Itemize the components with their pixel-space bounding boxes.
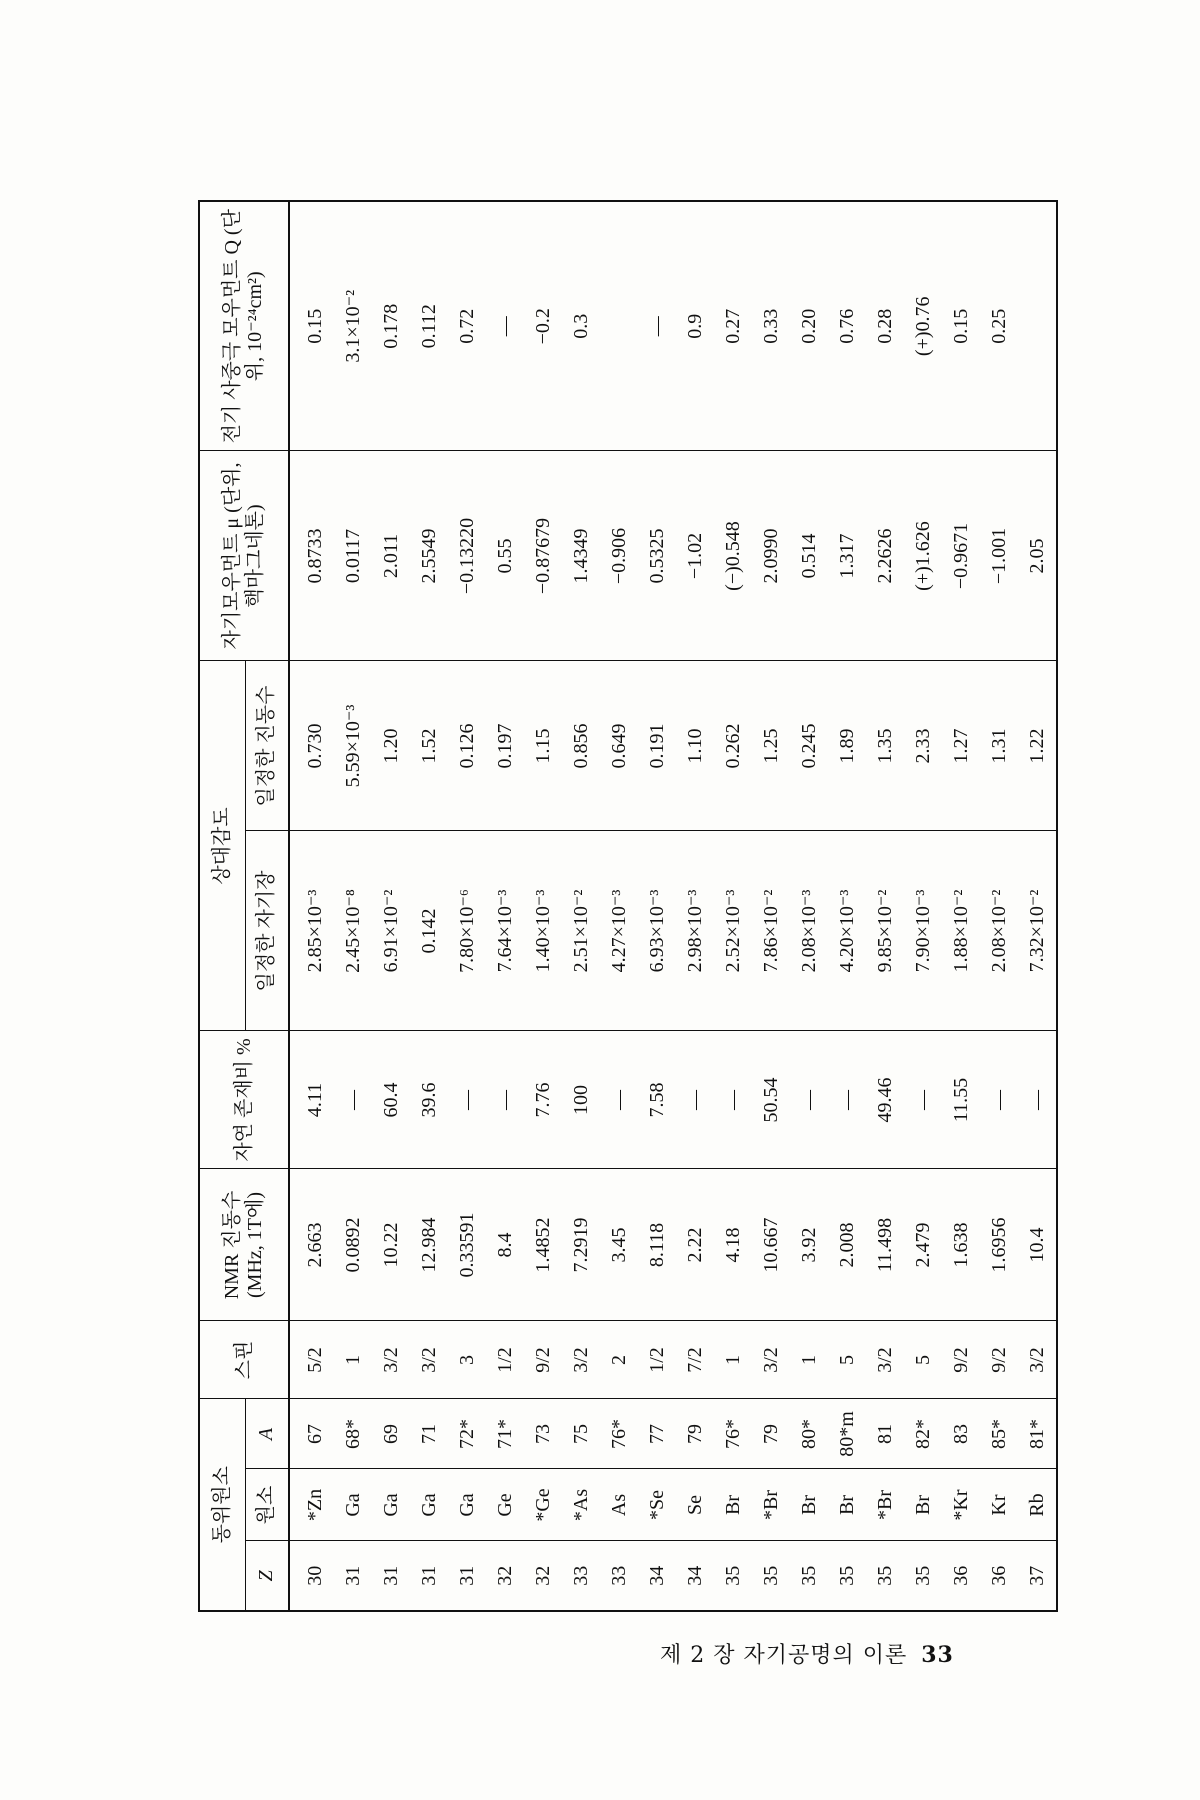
cell-a: 76* (600, 1399, 638, 1469)
cell-element: *Br (752, 1469, 790, 1541)
cell-nmr: 8.118 (638, 1169, 676, 1321)
cell-element: *Zn (289, 1469, 334, 1541)
cell-sens-freq: 0.197 (486, 661, 524, 831)
table-row (638, 201, 676, 1611)
cell-sens-field: 0.142 (410, 831, 448, 1031)
cell-spin: 1 (790, 1321, 828, 1399)
cell-abundance: — (980, 1031, 1018, 1169)
cell-abundance: 7.58 (638, 1031, 676, 1169)
cell-sens-field: 2.08×10⁻² (980, 831, 1018, 1031)
cell-sens-freq: 1.10 (676, 661, 714, 831)
cell-spin: 3/2 (372, 1321, 410, 1399)
cell-moment: (+)1.626 (904, 451, 942, 661)
cell-element: *As (562, 1469, 600, 1541)
cell-abundance: — (790, 1031, 828, 1169)
header-nmr-frequency: NMR 진동수 (MHz, 1T에) (199, 1169, 289, 1321)
cell-nmr: 1.4852 (524, 1169, 562, 1321)
cell-moment: 0.0117 (334, 451, 372, 661)
cell-z: 34 (646, 1565, 668, 1586)
cell-spin: 5 (828, 1321, 866, 1399)
cell-z: 36 (950, 1565, 972, 1586)
cell-abundance: — (714, 1031, 752, 1169)
cell-sens-field: 2.85×10⁻³ (289, 831, 334, 1031)
cell-sens-freq: 1.27 (942, 661, 980, 831)
cell-moment: (−)0.548 (714, 451, 752, 661)
cell-z: 31 (380, 1565, 402, 1586)
header-a: A (245, 1399, 289, 1469)
cell-nmr: 2.008 (828, 1169, 866, 1321)
cell-element: As (600, 1469, 638, 1541)
table-row (790, 201, 828, 1611)
cell-element: Kr (980, 1469, 1018, 1541)
cell-quadrupole: 0.20 (790, 201, 828, 451)
cell-quadrupole: (+)0.76 (904, 201, 942, 451)
cell-quadrupole: 0.76 (828, 201, 866, 451)
cell-abundance: 50.54 (752, 1031, 790, 1169)
table-row (714, 201, 752, 1611)
cell-moment: −0.13220 (448, 451, 486, 661)
cell-a: 68* (334, 1399, 372, 1469)
cell-element: Ga (410, 1469, 448, 1541)
cell-abundance: — (600, 1031, 638, 1169)
cell-a: 81 (866, 1399, 904, 1469)
cell-a: 85* (980, 1399, 1018, 1469)
cell-quadrupole (600, 201, 638, 451)
table-row (676, 201, 714, 1611)
cell-nmr: 8.4 (486, 1169, 524, 1321)
cell-spin: 3/2 (752, 1321, 790, 1399)
cell-abundance: 11.55 (942, 1031, 980, 1169)
header-sens-constant-frequency: 일정한 진동수 (245, 661, 289, 831)
cell-sens-freq: 2.33 (904, 661, 942, 831)
cell-a: 67 (289, 1399, 334, 1469)
cell-nmr: 10.667 (752, 1169, 790, 1321)
cell-nmr: 3.45 (600, 1169, 638, 1321)
cell-a: 82* (904, 1399, 942, 1469)
cell-spin: 2 (600, 1321, 638, 1399)
cell-abundance: 100 (562, 1031, 600, 1169)
cell-abundance: 39.6 (410, 1031, 448, 1169)
table-row (448, 201, 486, 1611)
cell-element: Se (676, 1469, 714, 1541)
cell-element: Br (904, 1469, 942, 1541)
cell-moment: 1.4349 (562, 451, 600, 661)
cell-sens-freq: 1.35 (866, 661, 904, 831)
cell-moment: 0.5325 (638, 451, 676, 661)
cell-z: 36 (988, 1565, 1010, 1586)
cell-quadrupole: 0.15 (942, 201, 980, 451)
table-row (600, 201, 638, 1611)
cell-sens-freq: 1.52 (410, 661, 448, 831)
cell-spin: 1 (714, 1321, 752, 1399)
cell-quadrupole: 0.15 (289, 201, 334, 451)
cell-element: *Ge (524, 1469, 562, 1541)
cell-sens-freq: 0.730 (289, 661, 334, 831)
cell-element: Ga (372, 1469, 410, 1541)
table-row (486, 201, 524, 1611)
cell-sens-field: 7.86×10⁻² (752, 831, 790, 1031)
cell-nmr: 10.22 (372, 1169, 410, 1321)
cell-sens-field: 9.85×10⁻² (866, 831, 904, 1031)
cell-spin: 3/2 (562, 1321, 600, 1399)
cell-spin: 1/2 (638, 1321, 676, 1399)
cell-sens-field: 2.51×10⁻² (562, 831, 600, 1031)
table-row (866, 201, 904, 1611)
cell-element: *Br (866, 1469, 904, 1541)
cell-quadrupole: 0.3 (562, 201, 600, 451)
cell-moment: 0.8733 (289, 451, 334, 661)
cell-quadrupole: 0.28 (866, 201, 904, 451)
header-relative-sensitivity: 상대감도 (199, 661, 245, 1031)
cell-spin: 9/2 (942, 1321, 980, 1399)
cell-a: 77 (638, 1399, 676, 1469)
cell-sens-freq: 0.649 (600, 661, 638, 831)
cell-sens-field: 2.45×10⁻⁸ (334, 831, 372, 1031)
cell-sens-freq: 0.245 (790, 661, 828, 831)
cell-nmr: 2.479 (904, 1169, 942, 1321)
cell-element: Ga (334, 1469, 372, 1541)
cell-moment: −1.02 (676, 451, 714, 661)
table-row (334, 201, 372, 1611)
cell-moment: −0.9671 (942, 451, 980, 661)
cell-quadrupole: 0.178 (372, 201, 410, 451)
cell-sens-freq: 0.126 (448, 661, 486, 831)
cell-a: 69 (372, 1399, 410, 1469)
cell-element: Ge (486, 1469, 524, 1541)
cell-z: 31 (342, 1565, 364, 1586)
cell-z: 33 (570, 1565, 592, 1586)
cell-sens-field: 6.93×10⁻³ (638, 831, 676, 1031)
cell-abundance: 7.76 (524, 1031, 562, 1169)
cell-sens-freq: 1.25 (752, 661, 790, 831)
header-sens-constant-field: 일정한 자기장 (245, 831, 289, 1031)
cell-quadrupole: 0.72 (448, 201, 486, 451)
cell-abundance: — (1018, 1031, 1057, 1169)
cell-a: 79 (752, 1399, 790, 1469)
cell-sens-freq: 1.22 (1018, 661, 1057, 831)
cell-spin: 3/2 (866, 1321, 904, 1399)
cell-abundance: 4.11 (289, 1031, 334, 1169)
cell-quadrupole: −0.2 (524, 201, 562, 451)
cell-nmr: 0.0892 (334, 1169, 372, 1321)
cell-a: 72* (448, 1399, 486, 1469)
cell-quadrupole: 0.27 (714, 201, 752, 451)
header-spin: 스핀 (199, 1321, 289, 1399)
table-row (942, 201, 980, 1611)
cell-quadrupole: — (638, 201, 676, 451)
cell-moment: −0.87679 (524, 451, 562, 661)
table-row (410, 201, 448, 1611)
cell-moment: −1.001 (980, 451, 1018, 661)
cell-nmr: 7.2919 (562, 1169, 600, 1321)
cell-nmr: 1.6956 (980, 1169, 1018, 1321)
cell-abundance: — (904, 1031, 942, 1169)
cell-sens-field: 1.40×10⁻³ (524, 831, 562, 1031)
cell-moment: −0.906 (600, 451, 638, 661)
cell-sens-freq: 1.15 (524, 661, 562, 831)
cell-z: 32 (494, 1565, 516, 1586)
cell-quadrupole: 0.25 (980, 201, 1018, 451)
page-number: 33 (921, 1642, 954, 1668)
cell-nmr: 12.984 (410, 1169, 448, 1321)
cell-a: 81* (1018, 1399, 1057, 1469)
cell-sens-field: 4.20×10⁻³ (828, 831, 866, 1031)
page-footer (660, 1638, 954, 1669)
cell-moment: 2.011 (372, 451, 410, 661)
cell-element: *Se (638, 1469, 676, 1541)
cell-z: 35 (874, 1565, 896, 1586)
cell-a: 73 (524, 1399, 562, 1469)
header-z: Z (245, 1541, 289, 1611)
cell-a: 79 (676, 1399, 714, 1469)
cell-abundance: — (486, 1031, 524, 1169)
cell-abundance: — (828, 1031, 866, 1169)
cell-moment: 2.5549 (410, 451, 448, 661)
cell-spin: 5 (904, 1321, 942, 1399)
cell-z: 33 (608, 1565, 630, 1586)
cell-spin: 1/2 (486, 1321, 524, 1399)
cell-abundance: 49.46 (866, 1031, 904, 1169)
cell-sens-field: 7.90×10⁻³ (904, 831, 942, 1031)
cell-spin: 1 (334, 1321, 372, 1399)
cell-sens-freq: 0.262 (714, 661, 752, 831)
cell-quadrupole (1018, 201, 1057, 451)
cell-z: 35 (798, 1565, 820, 1586)
cell-abundance: — (676, 1031, 714, 1169)
cell-sens-field: 6.91×10⁻² (372, 831, 410, 1031)
cell-element: Br (790, 1469, 828, 1541)
cell-nmr: 4.18 (714, 1169, 752, 1321)
cell-spin: 7/2 (676, 1321, 714, 1399)
table-row (752, 201, 790, 1611)
table-row (1018, 201, 1057, 1611)
cell-abundance: 60.4 (372, 1031, 410, 1169)
cell-nmr: 2.663 (289, 1169, 334, 1321)
cell-z: 37 (1026, 1565, 1048, 1586)
cell-quadrupole: — (486, 201, 524, 451)
table-row (289, 201, 334, 1611)
cell-nmr: 10.4 (1018, 1169, 1057, 1321)
table-row (980, 201, 1018, 1611)
cell-moment: 1.317 (828, 451, 866, 661)
cell-sens-freq: 5.59×10⁻³ (334, 661, 372, 831)
cell-spin: 3/2 (410, 1321, 448, 1399)
cell-a: 80* (790, 1399, 828, 1469)
nmr-isotope-table (198, 200, 1058, 1612)
cell-sens-field: 4.27×10⁻³ (600, 831, 638, 1031)
cell-sens-field: 7.64×10⁻³ (486, 831, 524, 1031)
cell-nmr: 0.33591 (448, 1169, 486, 1321)
cell-moment: 0.514 (790, 451, 828, 661)
cell-z: 30 (304, 1565, 326, 1586)
cell-nmr: 1.638 (942, 1169, 980, 1321)
cell-element: Ga (448, 1469, 486, 1541)
cell-a: 80*m (828, 1399, 866, 1469)
cell-element: Rb (1018, 1469, 1057, 1541)
table-body (289, 201, 1057, 1611)
header-natural-abundance: 자연 존재비 % (199, 1031, 289, 1169)
header-element: 원소 (245, 1469, 289, 1541)
cell-abundance: — (334, 1031, 372, 1169)
cell-moment: 2.05 (1018, 451, 1057, 661)
cell-spin: 9/2 (980, 1321, 1018, 1399)
cell-a: 83 (942, 1399, 980, 1469)
header-magnetic-moment: 자기모우먼트 μ (단위, 핵마그네톤) (199, 451, 289, 661)
cell-sens-field: 7.32×10⁻² (1018, 831, 1057, 1031)
cell-quadrupole: 3.1×10⁻² (334, 201, 372, 451)
cell-sens-field: 1.88×10⁻² (942, 831, 980, 1031)
cell-nmr: 11.498 (866, 1169, 904, 1321)
cell-z: 35 (760, 1565, 782, 1586)
cell-spin: 3 (448, 1321, 486, 1399)
cell-sens-field: 7.80×10⁻⁶ (448, 831, 486, 1031)
cell-quadrupole: 0.112 (410, 201, 448, 451)
cell-element: Br (828, 1469, 866, 1541)
cell-sens-freq: 0.856 (562, 661, 600, 831)
table-row (562, 201, 600, 1611)
cell-a: 75 (562, 1399, 600, 1469)
table-row (372, 201, 410, 1611)
cell-element: Br (714, 1469, 752, 1541)
cell-quadrupole: 0.33 (752, 201, 790, 451)
cell-abundance: — (448, 1031, 486, 1169)
cell-z: 34 (684, 1565, 706, 1586)
cell-quadrupole: 0.9 (676, 201, 714, 451)
cell-a: 76* (714, 1399, 752, 1469)
table-row (904, 201, 942, 1611)
cell-sens-freq: 1.31 (980, 661, 1018, 831)
table-row (524, 201, 562, 1611)
cell-moment: 2.2626 (866, 451, 904, 661)
cell-spin: 9/2 (524, 1321, 562, 1399)
cell-nmr: 2.22 (676, 1169, 714, 1321)
cell-moment: 2.0990 (752, 451, 790, 661)
cell-nmr: 3.92 (790, 1169, 828, 1321)
cell-spin: 5/2 (289, 1321, 334, 1399)
cell-sens-field: 2.98×10⁻³ (676, 831, 714, 1031)
cell-z: 35 (912, 1565, 934, 1586)
chapter-title: 제 2 장 자기공명의 이론 (660, 1643, 908, 1668)
cell-sens-freq: 1.89 (828, 661, 866, 831)
header-isotope-group: 동위원소 (199, 1399, 245, 1611)
rotated-table-page (198, 202, 1048, 1612)
cell-sens-field: 2.08×10⁻³ (790, 831, 828, 1031)
cell-z: 35 (722, 1565, 744, 1586)
table-row (828, 201, 866, 1611)
cell-z: 32 (532, 1565, 554, 1586)
cell-sens-field: 2.52×10⁻³ (714, 831, 752, 1031)
cell-spin: 3/2 (1018, 1321, 1057, 1399)
cell-a: 71 (410, 1399, 448, 1469)
cell-z: 35 (836, 1565, 858, 1586)
cell-a: 71* (486, 1399, 524, 1469)
header-quadrupole-moment: 전기 사중극 모우먼트 Q (단위, 10⁻²⁴cm²) (199, 201, 289, 451)
cell-z: 31 (418, 1565, 440, 1586)
cell-sens-freq: 0.191 (638, 661, 676, 831)
cell-moment: 0.55 (486, 451, 524, 661)
cell-element: *Kr (942, 1469, 980, 1541)
cell-sens-freq: 1.20 (372, 661, 410, 831)
cell-z: 31 (456, 1565, 478, 1586)
